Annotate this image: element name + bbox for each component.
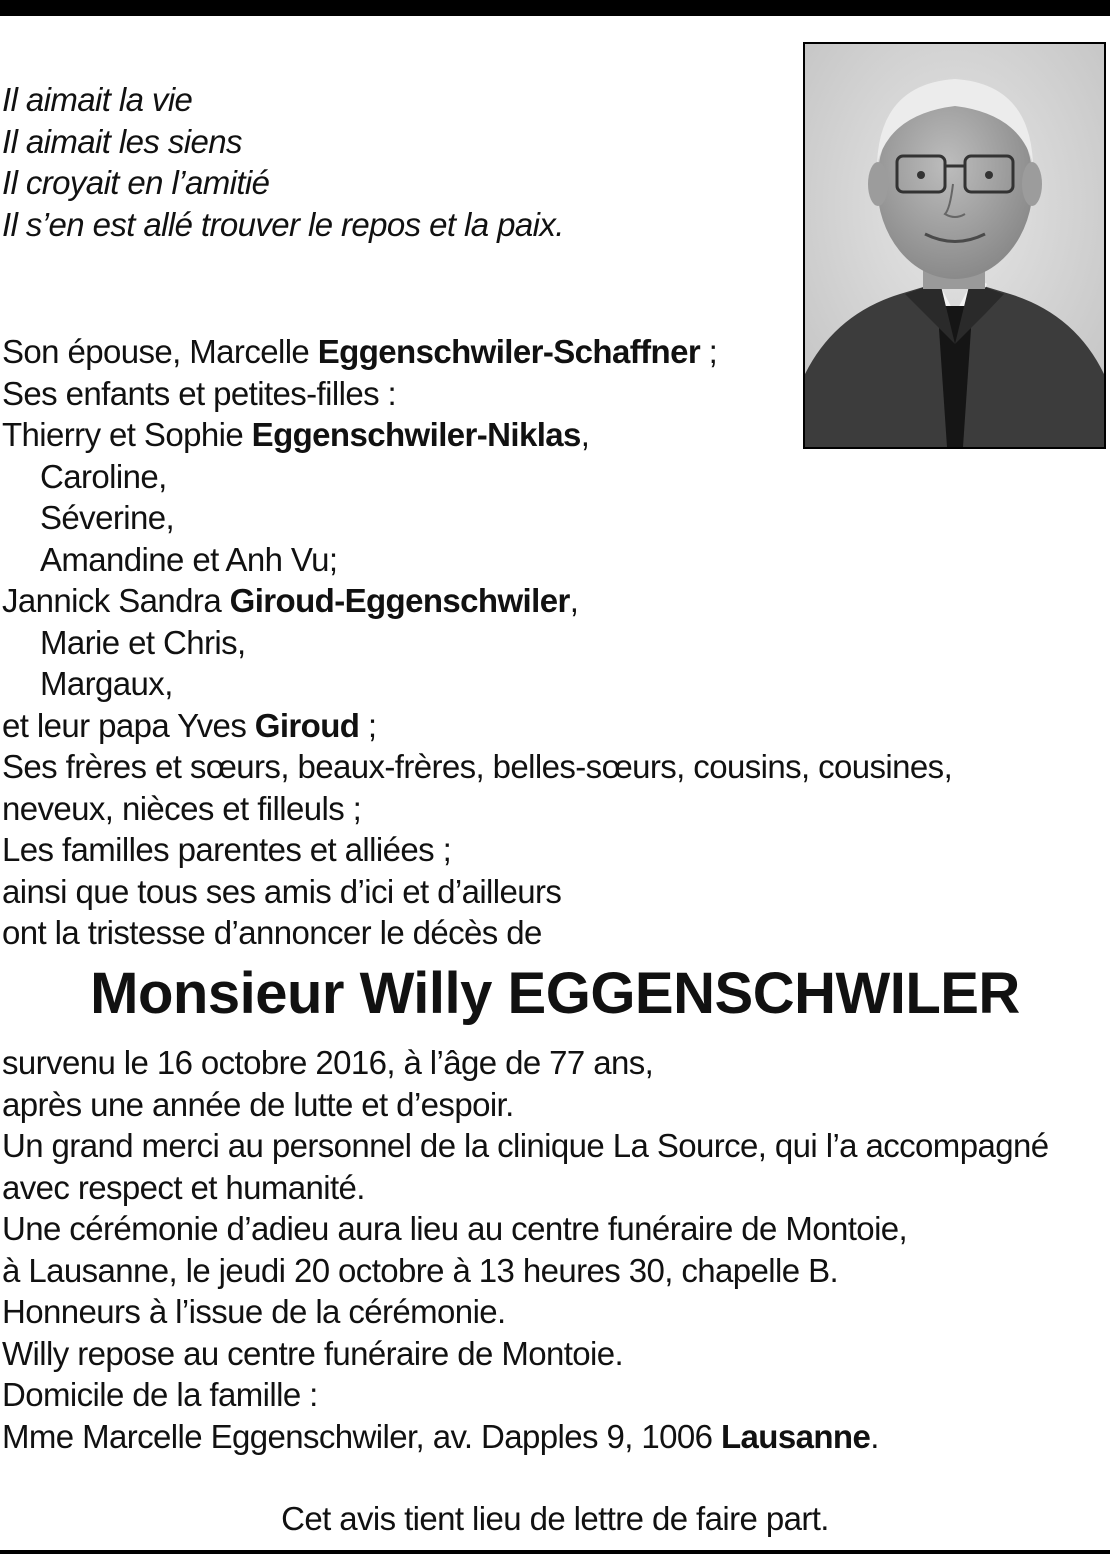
details-line: Une cérémonie d’adieu aura lieu au centre funéraire de Montoie, bbox=[2, 1210, 908, 1247]
details-line: Mme Marcelle Eggenschwiler, av. Dapples 9, 1006 Lausanne. bbox=[2, 1417, 879, 1455]
family-line: Ses frères et sœurs, beaux-frères, belles-sœurs, cousins, cousines, bbox=[2, 748, 953, 785]
family-line: Amandine et Anh Vu; bbox=[40, 540, 338, 578]
poem-line: Il croyait en l’amitié bbox=[2, 164, 270, 201]
details-line: survenu le 16 octobre 2016, à l’âge de 77 ans, bbox=[2, 1044, 654, 1081]
family-line: Marie et Chris, bbox=[40, 623, 246, 661]
family-line: Jannick Sandra Giroud-Eggenschwiler, bbox=[2, 582, 579, 619]
family-line: Thierry et Sophie Eggenschwiler-Niklas, bbox=[2, 416, 590, 453]
details bbox=[2, 1042, 1048, 1457]
details-line: Willy repose au centre funéraire de Montoie. bbox=[2, 1334, 624, 1372]
details-line: avec respect et humanité. bbox=[2, 1168, 365, 1206]
family-line: Caroline, bbox=[40, 457, 167, 495]
details-line: à Lausanne, le jeudi 20 octobre à 13 heures 30, chapelle B. bbox=[2, 1251, 839, 1289]
footer-note: Cet avis tient lieu de lettre de faire part. bbox=[281, 1500, 829, 1537]
details-line: après une année de lutte et d’espoir. bbox=[2, 1085, 514, 1123]
poem-line: Il aimait la vie bbox=[2, 81, 193, 118]
family-line: neveux, nièces et filleuls ; bbox=[2, 789, 362, 827]
family-list bbox=[2, 331, 952, 954]
deceased-name: Monsieur Willy EGGENSCHWILER bbox=[90, 961, 1020, 1026]
family-line: Ses enfants et petites-filles : bbox=[2, 374, 397, 412]
top-rule bbox=[0, 0, 1110, 16]
family-line: Margaux, bbox=[40, 665, 173, 702]
poem-line: Il aimait les siens bbox=[2, 122, 242, 160]
family-line: Son épouse, Marcelle Eggenschwiler-Schaffner ; bbox=[2, 333, 718, 370]
details-line: Honneurs à l’issue de la cérémonie. bbox=[2, 1293, 506, 1330]
family-line: Les familles parentes et alliées ; bbox=[2, 831, 452, 868]
details-line: Domicile de la famille : bbox=[2, 1376, 318, 1413]
family-line: ainsi que tous ses amis d’ici et d’ailleurs bbox=[2, 872, 562, 910]
bottom-rule bbox=[0, 1550, 1110, 1554]
poem bbox=[2, 79, 564, 245]
family-line: et leur papa Yves Giroud ; bbox=[2, 706, 377, 744]
family-line: Séverine, bbox=[40, 499, 175, 536]
family-line: ont la tristesse d’annoncer le décès de bbox=[2, 914, 542, 951]
poem-line: Il s’en est allé trouver le repos et la paix. bbox=[2, 205, 564, 243]
details-line: Un grand merci au personnel de la clinique La Source, qui l’a accompagné bbox=[2, 1127, 1049, 1164]
